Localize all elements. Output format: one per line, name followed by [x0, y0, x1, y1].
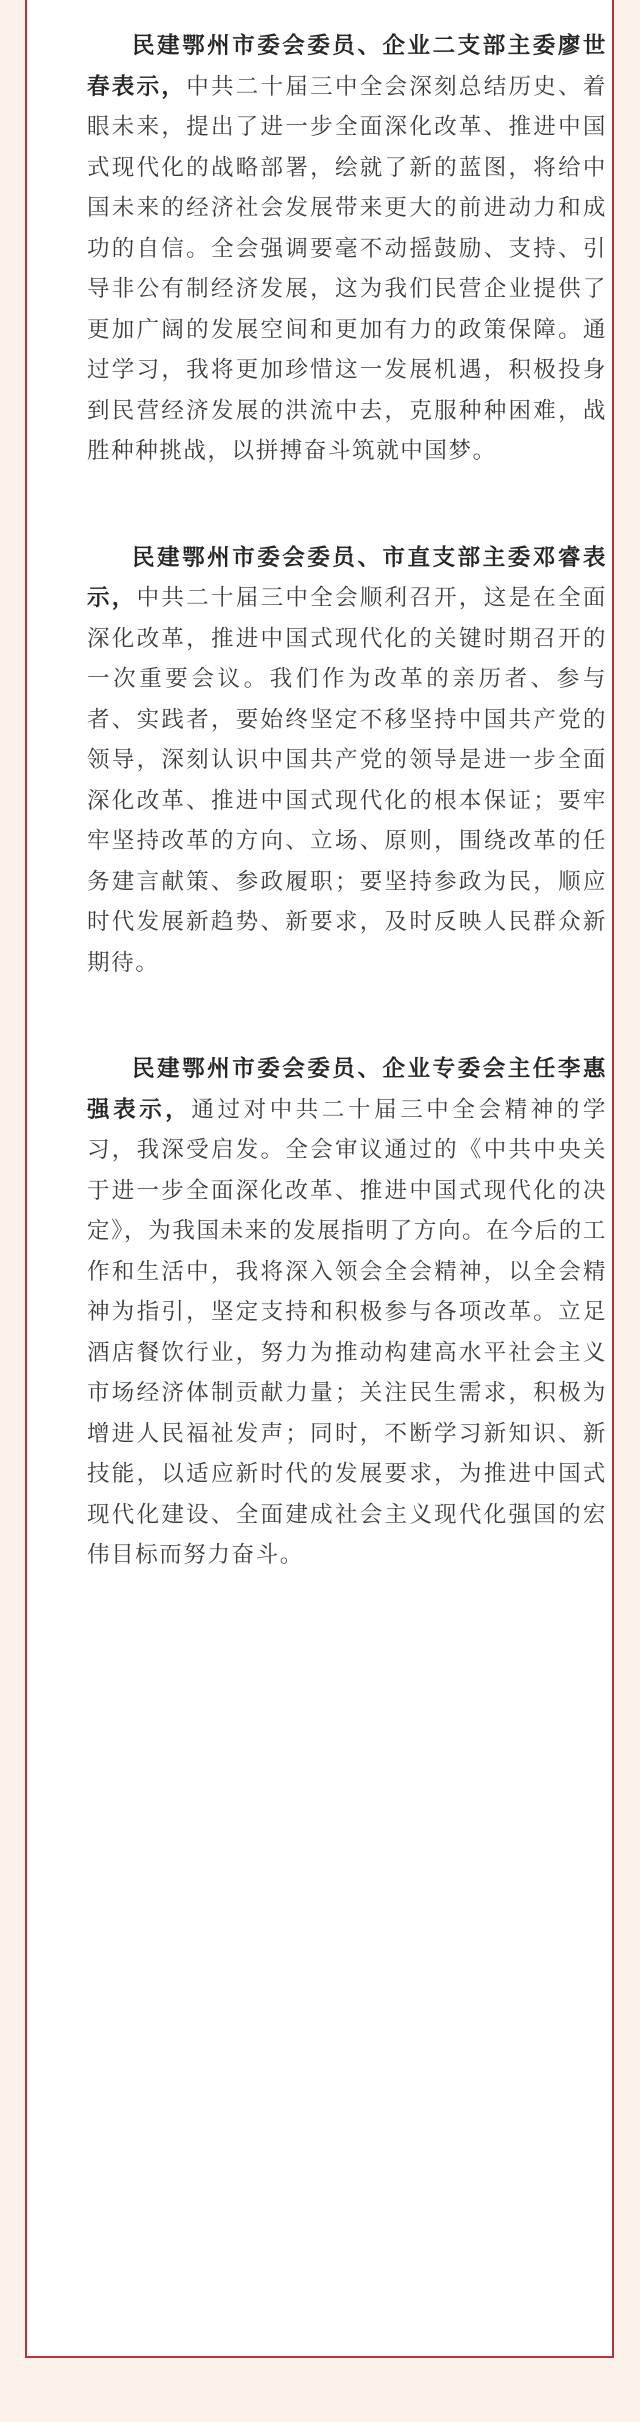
paragraph-deng-rui	[87, 538, 607, 984]
article-body	[87, 26, 607, 1642]
article-frame	[25, 0, 614, 2358]
speaker-li-huiqiang: 民建鄂州市委会委员、企业专委会主任李惠强表示，	[87, 1056, 607, 1123]
paragraph-li-huiqiang	[87, 1049, 607, 1576]
statement-li-huiqiang: 通过对中共二十届三中全会精神的学习，我深受启发。全会审议通过的《中共中央关于进一步全面深化改革、推进中国式现代化的决定》，为我国未来的发展指明了方向。在今后的工作和生活中，我将深入领会全会精神，以全会精神为指引，坚定支持和积极参与各项改革。立足酒店餐饮行业，努力为推动构建高水平社会主义市场经济体制贡献力量；关注民生需求，积极为增进人民福祉发声；同时，不断学习新知识、新技能，以适应新时代的发展要求，为推进中国式现代化建设、全面建成社会主义现代化强国的宏伟目标而努力奋斗。	[87, 1096, 607, 1568]
speaker-liao-shichun: 民建鄂州市委会委员、企业二支部主委廖世春表示，	[87, 33, 607, 100]
statement-deng-rui: 中共二十届三中全会顺利召开，这是在全面深化改革，推进中国式现代化的关键时期召开的一次重要会议。我们作为改革的亲历者、参与者、实践者，要始终坚定不移坚持中国共产党的领导，深刻认识中国共产党的领导是进一步全面深化改革、推进中国式现代化的根本保证；要牢牢坚持改革的方向、立场、原则，围绕改革的任务建言献策、参政履职；要坚持参政为民，顺应时代发展新趋势、新要求，及时反映人民群众新期待。	[87, 585, 607, 976]
speaker-deng-rui: 民建鄂州市委会委员、市直支部主委邓睿表示，	[87, 544, 607, 611]
statement-liao-shichun: 中共二十届三中全会深刻总结历史、着眼未来，提出了进一步全面深化改革、推进中国式现代化的战略部署，绘就了新的蓝图，将给中国未来的经济社会发展带来更大的前进动力和成功的自信。全会强调要毫不动摇鼓励、支持、引导非公有制经济发展，这为我们民营企业提供了更加广阔的发展空间和更加有力的政策保障。通过学习，我将更加珍惜这一发展机遇，积极投身到民营经济发展的洪流中去，克服种种困难，战胜种种挑战，以拼搏奋斗筑就中国梦。	[87, 73, 608, 464]
paragraph-liao-shichun	[87, 26, 607, 472]
